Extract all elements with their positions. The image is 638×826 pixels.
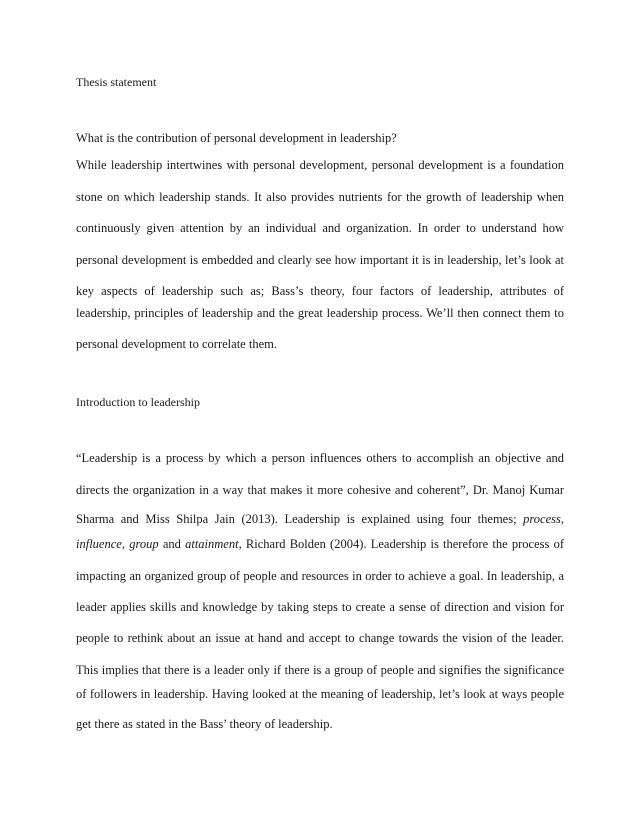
paragraph2-line: leader applies skills and knowledge by taking steps to create a sense of direction and vision for [76, 600, 564, 614]
paragraph2-line: This implies that there is a leader only if there is a group of people and signifies the significance [76, 663, 564, 677]
intro-heading: Introduction to leadership [76, 395, 200, 409]
paragraph1-line: continuously given attention by an individual and organization. In order to understand how [76, 221, 564, 235]
paragraph2-line [76, 536, 564, 552]
paragraph2-line: get there as stated in the Bass’ theory of leadership. [76, 717, 333, 731]
paragraph1-line: stone on which leadership stands. It also provides nutrients for the growth of leadership when [76, 190, 564, 204]
text-run: , [560, 512, 564, 526]
thesis-heading: Thesis statement [76, 75, 157, 89]
paragraph2-line: impacting an organized group of people and resources in order to achieve a goal. In leadership, a [76, 569, 564, 583]
paragraph1-line: personal development is embedded and clearly see how important it is in leadership, let’s look at [76, 253, 564, 267]
paragraph1-line: personal development to correlate them. [76, 337, 277, 351]
text-run: , [121, 537, 130, 551]
paragraph1-line: key aspects of leadership such as; Bass’s theory, four factors of leadership, attributes of [76, 284, 564, 298]
paragraph1-line: While leadership intertwines with personal development, personal development is a foundation [76, 158, 564, 172]
paragraph2-line: of followers in leadership. Having looked at the meaning of leadership, let’s look at ways people [76, 687, 564, 701]
paragraph2-line: people to rethink about an issue at hand and accept to change towards the vision of the leader. [76, 631, 564, 645]
paragraph2-line [76, 511, 564, 527]
paragraph2-line: “Leadership is a process by which a person influences others to accomplish an objective and [76, 451, 564, 465]
italic-term: process [523, 512, 561, 526]
paragraph1-line: leadership, principles of leadership and the great leadership process. We’ll then connect them to [76, 306, 564, 320]
text-run: , Richard Bolden (2004). Leadership is therefore the process of [238, 537, 564, 551]
paragraph2-line: directs the organization in a way that makes it more cohesive and coherent”, Dr. Manoj Kumar [76, 483, 564, 497]
italic-term: group [129, 537, 159, 551]
italic-term: attainment [185, 537, 239, 551]
text-run: and [158, 537, 186, 551]
italic-term: influence [76, 537, 122, 551]
text-run: Sharma and Miss Shilpa Jain (2013). Leadership is explained using four themes; [76, 512, 524, 526]
thesis-question: What is the contribution of personal development in leadership? [76, 131, 397, 145]
